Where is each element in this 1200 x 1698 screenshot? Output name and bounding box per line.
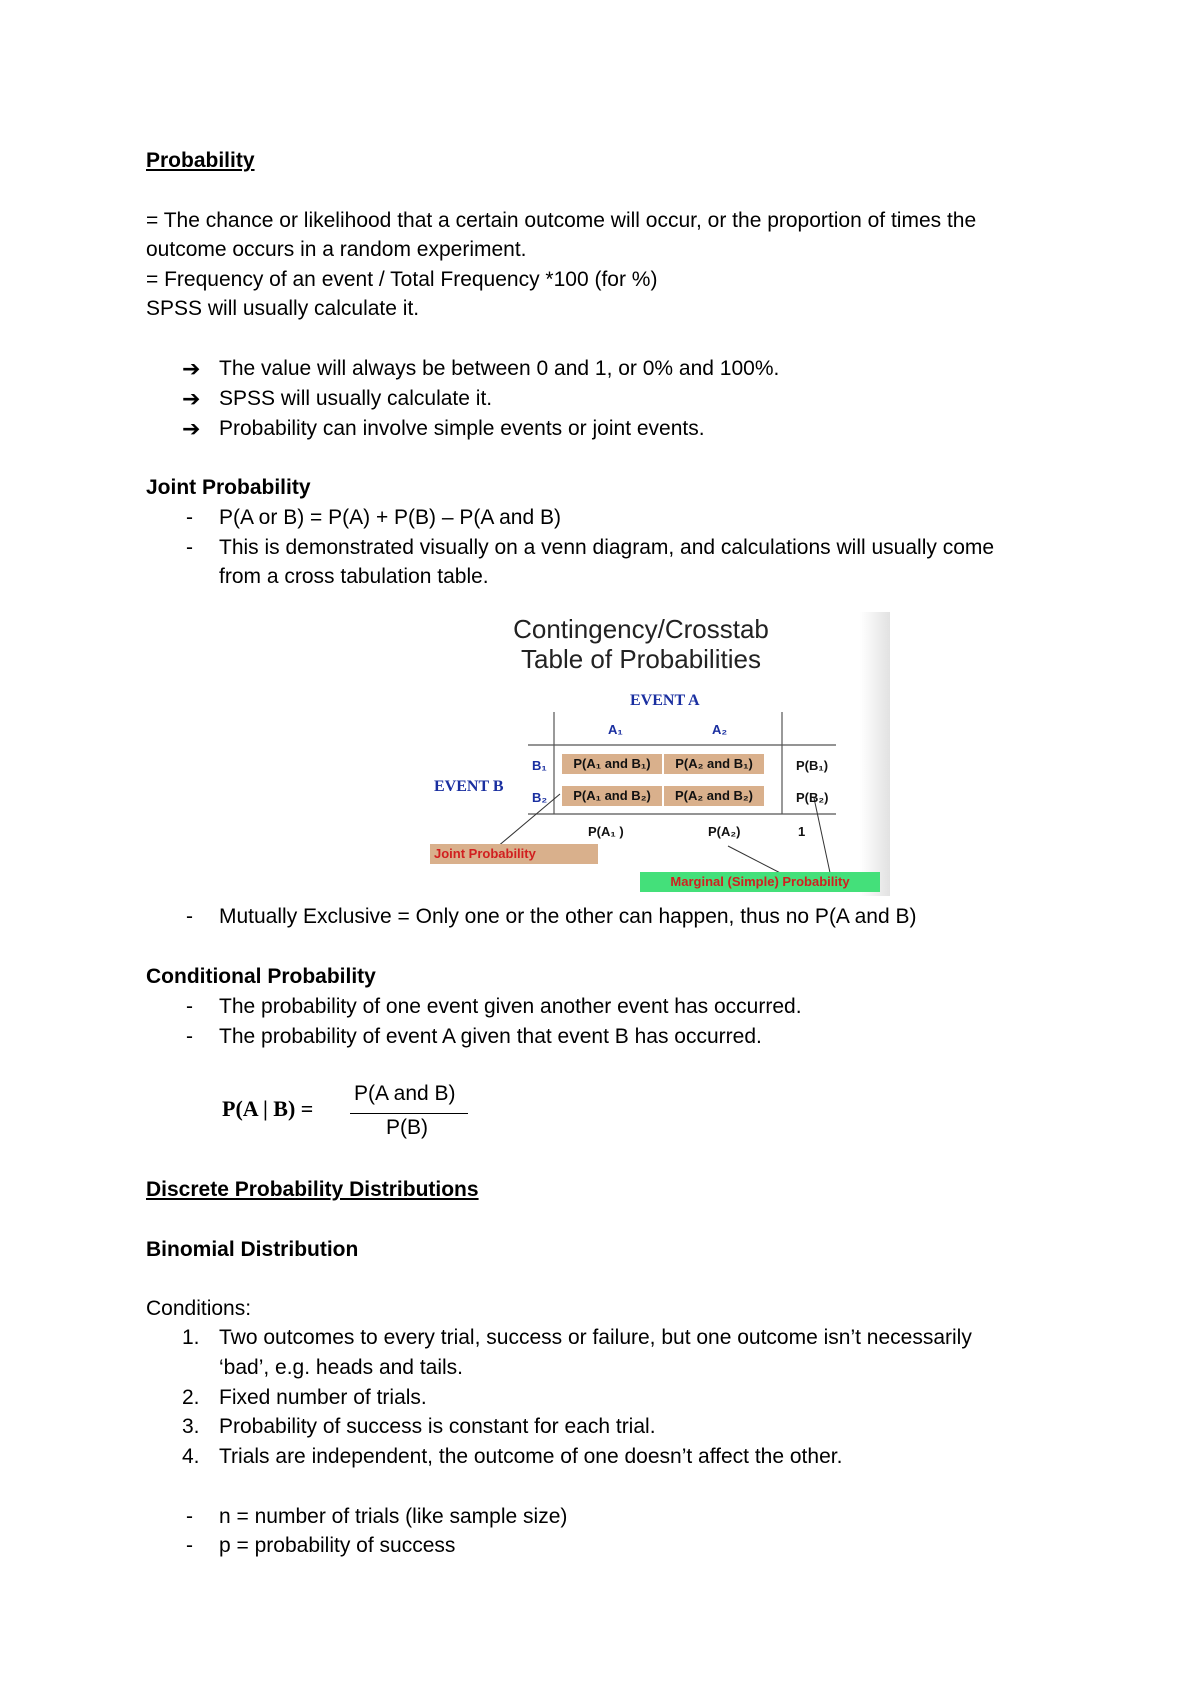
a1-header: A₁ [608, 722, 623, 737]
a2-header: A₂ [712, 722, 728, 737]
arrow-bullet-icon: ➔ [182, 386, 201, 411]
definition-line-2: outcome occurs in a random experiment. [146, 238, 527, 261]
dash-bullet: - [186, 506, 193, 529]
param-p: p = probability of success [219, 1534, 456, 1557]
contingency-table-figure [426, 612, 890, 896]
figure-title-line-1: Contingency/Crosstab [513, 614, 769, 644]
cell-a2-b2: P(A₂ and B₂) [664, 786, 764, 806]
formula-denominator: P(B) [386, 1116, 428, 1139]
list-number: 4. [182, 1445, 200, 1468]
dash-bullet: - [186, 1534, 193, 1557]
condition-item-1-line-2: ‘bad’, e.g. heads and tails. [219, 1356, 464, 1379]
arrow-item: The value will always be between 0 and 1, or 0% and 100%. [219, 357, 780, 380]
b1-header: B₁ [532, 758, 547, 773]
event-a-label: EVENT A [630, 692, 700, 709]
dash-bullet: - [186, 1505, 193, 1528]
heading-discrete-distributions: Discrete Probability Distributions [146, 1178, 479, 1201]
cell-a1-b1: P(A₁ and B₁) [562, 754, 662, 774]
dash-bullet: - [186, 1025, 193, 1048]
heading-probability: Probability [146, 149, 255, 172]
conditional-item-2: The probability of event A given that event B has occurred. [219, 1025, 762, 1048]
marginal-probability-tag: Marginal (Simple) Probability [640, 872, 880, 892]
cell-a1-b2: P(A₁ and B₂) [562, 786, 662, 806]
formula-lhs: P(A | B) = [222, 1096, 314, 1121]
joint-formula: P(A or B) = P(A) + P(B) – P(A and B) [219, 506, 561, 529]
definition-line-1: = The chance or likelihood that a certain outcome will occur, or the proportion of times the [146, 209, 977, 232]
cell-a2-b1: P(A₂ and B₁) [664, 754, 764, 774]
arrow-bullet-icon: ➔ [182, 416, 201, 441]
heading-joint-probability: Joint Probability [146, 476, 311, 499]
condition-item-3: Probability of success is constant for each trial. [219, 1415, 656, 1438]
param-n: n = number of trials (like sample size) [219, 1505, 568, 1528]
marginal-pa1: P(A₁ ) [588, 824, 624, 839]
joint-description-line-1: This is demonstrated visually on a venn diagram, and calculations will usually come [219, 536, 995, 559]
arrow-item: SPSS will usually calculate it. [219, 387, 493, 410]
b2-header: B₂ [532, 790, 548, 805]
fraction-bar [350, 1113, 468, 1114]
list-number: 1. [182, 1326, 200, 1349]
marginal-pb1: P(B₁) [796, 758, 829, 773]
heading-conditional-probability: Conditional Probability [146, 965, 376, 988]
marginal-pa2: P(A₂) [708, 824, 741, 839]
arrow-bullet-icon: ➔ [182, 356, 201, 381]
figure-title-line-2: Table of Probabilities [521, 644, 761, 674]
list-number: 3. [182, 1415, 200, 1438]
joint-description-line-2: from a cross tabulation table. [219, 565, 489, 588]
event-b-label: EVENT B [434, 778, 504, 795]
condition-item-2: Fixed number of trials. [219, 1386, 427, 1409]
arrow-item: Probability can involve simple events or joint events. [219, 417, 705, 440]
joint-probability-tag: Joint Probability [430, 844, 598, 864]
dash-bullet: - [186, 536, 193, 559]
marginal-pb2: P(B₂) [796, 790, 829, 805]
conditions-label: Conditions: [146, 1297, 252, 1320]
dash-bullet: - [186, 995, 193, 1018]
heading-binomial-distribution: Binomial Distribution [146, 1238, 359, 1261]
dash-bullet: - [186, 905, 193, 928]
definition-line-4: SPSS will usually calculate it. [146, 297, 420, 320]
mutually-exclusive-item: Mutually Exclusive = Only one or the other can happen, thus no P(A and B) [219, 905, 917, 928]
grand-total: 1 [798, 824, 806, 839]
definition-line-3: = Frequency of an event / Total Frequency *100 (for %) [146, 268, 658, 291]
condition-item-1-line-1: Two outcomes to every trial, success or failure, but one outcome isn’t necessarily [219, 1326, 972, 1349]
condition-item-4: Trials are independent, the outcome of one doesn’t affect the other. [219, 1445, 843, 1468]
conditional-formula [222, 1082, 482, 1142]
formula-numerator: P(A and B) [354, 1082, 456, 1105]
list-number: 2. [182, 1386, 200, 1409]
conditional-item-1: The probability of one event given another event has occurred. [219, 995, 802, 1018]
